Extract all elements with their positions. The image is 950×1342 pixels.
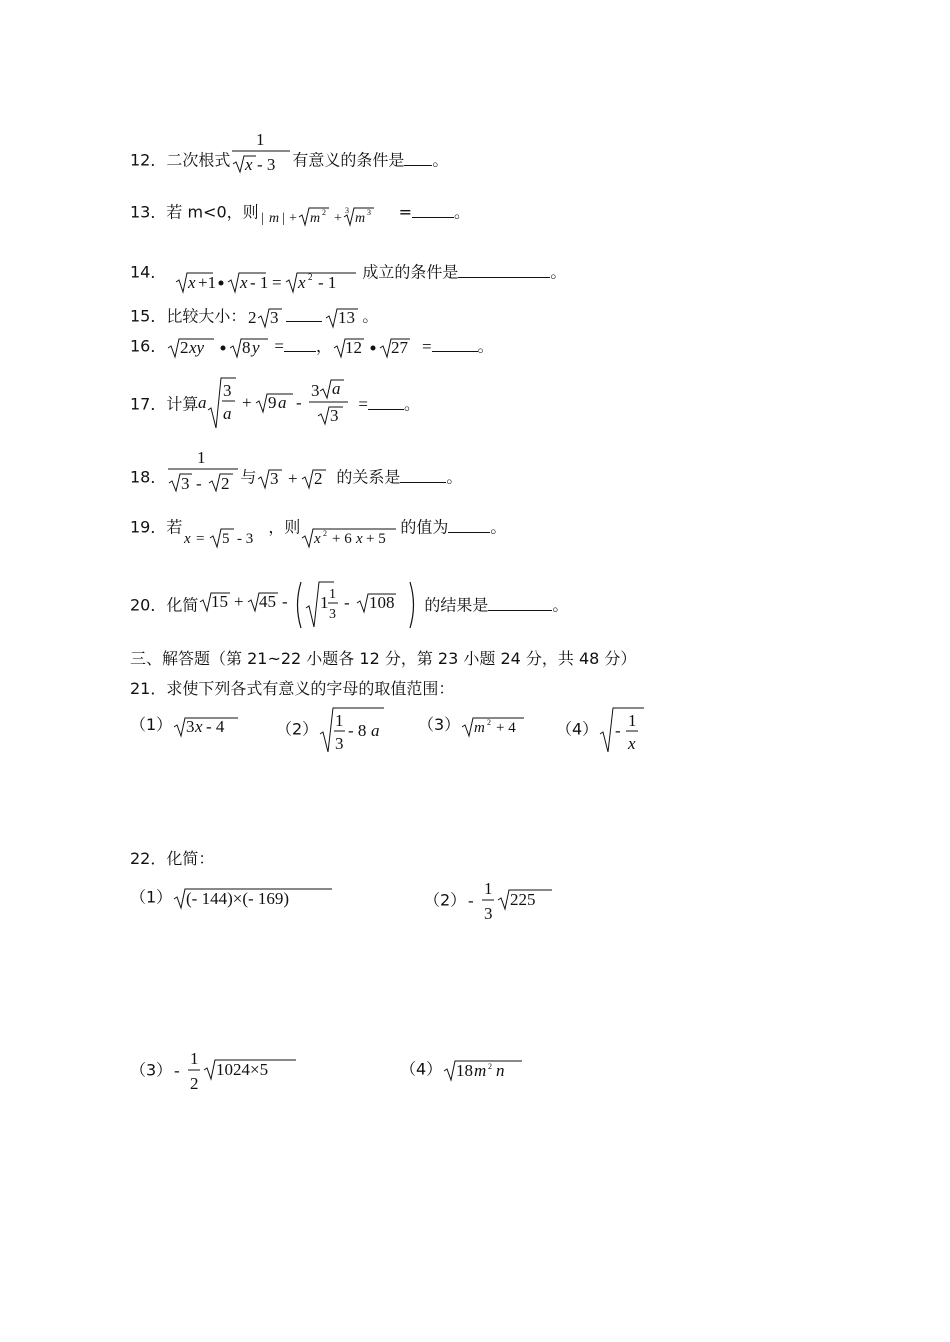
svg-text:-: - [468,891,474,910]
svg-text:5: 5 [222,531,230,547]
svg-text:m: m [309,211,320,226]
svg-text:27: 27 [390,338,408,357]
svg-text:1: 1 [628,711,637,730]
question-20 [130,578,568,634]
q21-formula-2 [318,704,388,756]
q16-answer-blank-1[interactable] [284,337,316,352]
q22-label-1: （1） [130,887,173,907]
q21-label-1: （1） [130,715,173,734]
q21-label-3: （3） [418,715,461,734]
svg-text:1: 1 [256,130,265,149]
q12-prefix: 二次根式 [166,150,231,170]
svg-text:3: 3 [223,381,232,400]
q20-formula [198,578,424,634]
q19-prefix: 若 [166,517,183,537]
svg-text:13: 13 [338,308,356,327]
q21-formula-3 [460,713,530,739]
svg-text:3: 3 [181,474,190,493]
q12-formula [230,128,292,176]
q16-period: 。 [477,336,494,356]
q19-then: ，则 [268,517,301,537]
svg-text:+: + [333,211,342,226]
q16-answer-blank-2[interactable] [432,337,478,352]
q15-formula [246,304,286,330]
q14-formula [166,264,362,296]
svg-text:m: m [268,211,279,226]
q22-part-3 [130,1046,302,1096]
q22-formula-1 [172,884,336,912]
svg-text:3: 3 [186,716,195,736]
q12-period: 。 [432,150,449,170]
q16-equals-1: = [274,336,284,356]
svg-text:- 1: - 1 [318,273,337,292]
q22-formula-3 [172,1046,302,1096]
svg-text:a: a [198,393,207,412]
q16-comma: ， [315,336,332,356]
q13-prefix: 若 m<0，则 [166,202,259,222]
svg-text:n: n [496,1061,505,1080]
q22-formula-4 [442,1056,526,1084]
svg-text:108: 108 [369,593,395,612]
svg-text:2: 2 [180,338,189,357]
q20-period: 。 [552,595,569,615]
question-16 [130,334,494,360]
q19-number: 19． [130,517,167,537]
q18-number: 18． [130,467,167,487]
svg-text:3: 3 [330,406,339,425]
svg-text:3: 3 [270,308,279,327]
q14-number: 14． [130,262,167,282]
svg-text:x: x [298,273,306,292]
q22-part-1 [130,884,336,912]
q21-part-2 [276,704,388,756]
svg-text:-: - [615,721,621,740]
q21-part-4 [556,704,648,756]
svg-text:225: 225 [510,890,536,909]
svg-text:1: 1 [190,1049,199,1068]
q21-number: 21． [130,679,167,698]
svg-text:3: 3 [311,381,320,400]
q17-equals: = [358,394,368,414]
svg-text:x: x [356,531,364,547]
q22-label-3: （3） [130,1060,173,1080]
q12-answer-blank[interactable] [404,151,432,166]
svg-text:a: a [278,393,287,412]
svg-text:-: - [196,474,203,493]
q21-formula-1 [172,713,242,739]
svg-text:-: - [344,593,351,612]
svg-text:+: + [234,592,244,611]
question-19 [130,505,506,551]
q21-formula-4 [598,704,648,756]
svg-text:1: 1 [329,587,337,602]
svg-text:|: | [260,211,264,226]
q21-label-4: （4） [556,719,599,739]
q15-formula-right [322,304,362,330]
q20-prefix: 化简 [166,595,199,615]
q21-part-3 [418,712,530,739]
q15-answer-blank[interactable] [286,307,322,322]
q14-period: 。 [550,262,567,282]
svg-text:2: 2 [221,474,230,493]
svg-text:a: a [223,404,232,423]
svg-text:+1: +1 [198,273,217,292]
svg-text:+ 6: + 6 [332,531,353,547]
q18-and: 与 [240,467,257,487]
q15-prefix: 比较大小： [166,306,247,326]
svg-text:- 1: - 1 [250,273,269,292]
svg-text:m: m [354,211,365,226]
q22-formula-2 [466,876,556,926]
svg-text:2: 2 [248,308,257,327]
svg-text:+ 5: + 5 [366,531,387,547]
svg-text:x: x [184,531,192,547]
svg-text:|: | [281,211,285,226]
svg-text:+: + [288,469,298,488]
svg-text:x: x [188,273,196,292]
svg-text:-: - [296,393,303,412]
question-14 [130,250,566,296]
q19-suffix: 的值为 [400,517,449,537]
q17-number: 17． [130,394,167,414]
svg-text:3: 3 [344,206,349,215]
svg-text:1: 1 [484,879,493,898]
q21-label-2: （2） [276,719,319,739]
svg-text:2: 2 [190,1074,199,1093]
q14-suffix: 成立的条件是 [362,262,459,282]
q19-formula-right [300,519,400,551]
svg-text:12: 12 [344,338,362,357]
svg-text:-: - [174,1061,180,1080]
svg-text:2: 2 [314,469,323,488]
q17-period: 。 [403,394,420,414]
q16-formula-1 [166,334,274,360]
q15-number: 15． [130,306,167,326]
question-21 [130,676,454,699]
section-3-title: 三、解答题（第 21~22 小题各 12 分，第 23 小题 24 分，共 48 分） [130,649,637,668]
svg-text:15: 15 [211,592,229,611]
svg-text:1024×5: 1024×5 [216,1060,269,1079]
svg-text:3: 3 [335,734,344,753]
q19-answer-blank[interactable] [448,518,490,533]
svg-text:+ 4: + 4 [496,719,516,736]
q13-equals: = [398,202,413,222]
svg-text:+: + [242,393,252,412]
q16-number: 16． [130,336,167,356]
svg-text:y: y [252,338,260,357]
question-15 [130,304,378,330]
q22-number: 22． [130,849,167,868]
svg-text:x: x [240,273,248,292]
svg-text:18: 18 [456,1061,474,1080]
q21-text: 求使下列各式有意义的字母的取值范围： [166,679,455,698]
svg-text:3: 3 [270,469,279,488]
q15-period: 。 [362,306,379,326]
svg-text:(- 144)×(- 169): (- 144)×(- 169) [186,889,290,908]
q17-formula [198,374,358,432]
svg-text:1: 1 [335,711,344,730]
svg-text:x: x [314,531,322,547]
svg-text:9: 9 [268,393,277,412]
q18-formula-right [256,465,336,491]
q12-number: 12． [130,150,167,170]
q19-period: 。 [490,517,507,537]
q13-number: 13． [130,202,167,222]
svg-text:3: 3 [329,607,337,622]
q13-formula [259,200,399,230]
svg-text:8: 8 [242,338,251,357]
q14-answer-blank[interactable] [458,263,550,278]
svg-text:a: a [371,721,380,740]
q16-equals-2: = [421,336,432,356]
question-13 [130,196,470,230]
svg-text:2: 2 [308,272,313,282]
svg-text:=: = [196,531,205,547]
question-18 [130,448,463,496]
svg-text:2: 2 [321,208,326,217]
q18-period: 。 [446,467,463,487]
svg-text:+: + [288,211,297,226]
svg-text:3: 3 [484,904,493,923]
svg-text:- 4: - 4 [206,716,225,736]
q22-part-4 [400,1056,526,1084]
q17-prefix: 计算 [166,394,199,414]
q13-period: 。 [454,202,471,222]
q18-formula-left [166,446,240,496]
svg-text:2: 2 [323,529,328,538]
svg-text:x: x [195,716,203,736]
q12-suffix: 有意义的条件是 [292,150,405,170]
svg-text:xy: xy [189,338,205,357]
svg-text:2: 2 [488,1062,493,1071]
svg-text:-: - [282,592,289,611]
svg-text:2: 2 [487,717,492,727]
q22-label-2: （2） [424,890,467,910]
q18-suffix: 的关系是 [336,467,401,487]
svg-text:x: x [628,734,636,753]
svg-text:a: a [332,379,341,398]
svg-text:- 3: - 3 [237,531,254,547]
q16-formula-2 [332,334,416,360]
svg-text:45: 45 [259,592,277,611]
svg-text:3: 3 [366,208,371,217]
svg-text:1: 1 [197,448,206,467]
svg-text:m: m [474,1061,487,1080]
q17-answer-blank[interactable] [368,395,404,410]
svg-text:=: = [272,273,282,292]
svg-text:x: x [245,155,253,174]
svg-text:- 3: - 3 [257,155,276,174]
q18-answer-blank[interactable] [400,468,446,483]
svg-text:1: 1 [320,593,329,612]
svg-text:m: m [474,719,486,736]
q19-formula-left [182,519,268,551]
q21-part-1 [130,712,242,739]
svg-text:- 8: - 8 [348,721,367,740]
q20-suffix: 的结果是 [424,595,489,615]
q22-label-4: （4） [400,1059,443,1079]
q13-answer-blank[interactable] [412,203,454,218]
q22-part-2 [424,876,556,926]
question-12 [130,130,449,176]
q20-number: 20． [130,595,167,615]
question-22 [130,846,214,869]
q22-text: 化简： [166,849,215,868]
q20-answer-blank[interactable] [488,596,552,611]
question-17 [130,378,420,432]
